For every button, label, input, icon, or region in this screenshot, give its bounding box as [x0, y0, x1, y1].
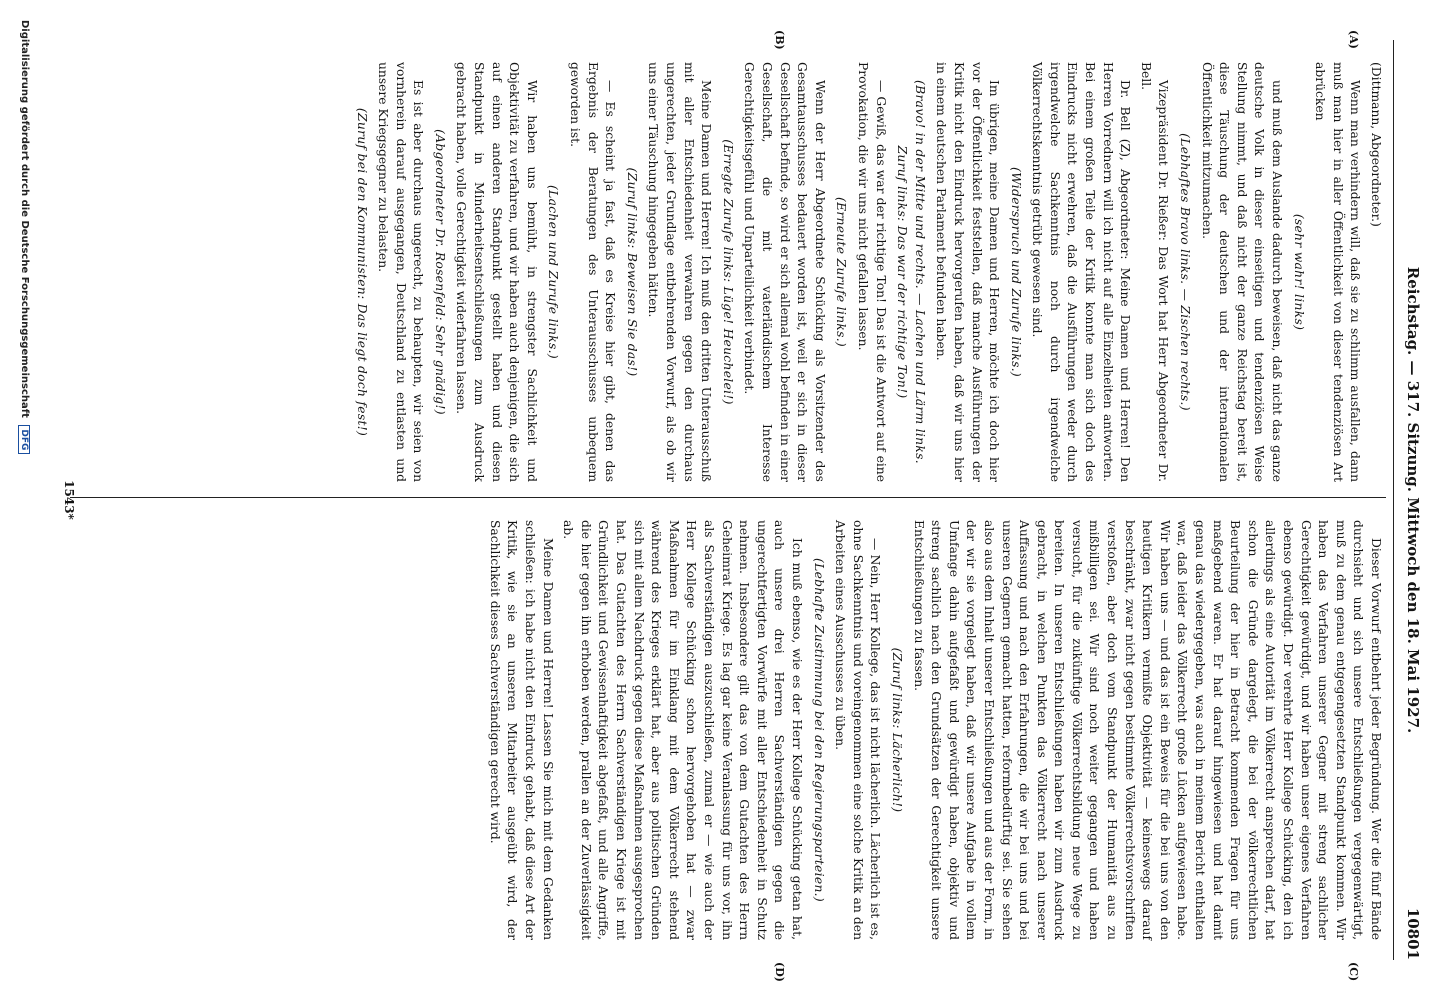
paragraph: Vizepräsident Dr. Rießer: Das Wort hat Herr Abgeordneter Dr. Bell.: [1138, 62, 1171, 482]
paragraph: (Lachen und Zurufe links.): [546, 185, 561, 359]
paragraph: Es ist aber durchaus ungerecht, zu behaupten, wir seien von vornherein darauf ausgegangen, Deutschland zu entlasten und unsere Kriegsgegner zu belasten.: [376, 62, 426, 482]
paragraph: Wir haben uns bemüht, in strengster Sachlichkeit und Objektivität zu verfahren, und wir haben auch denjenigen, die sich auf einen anderen Standpunkt gestellt haben und diesen Standpunkt in Minderheitsentschließungen zum Ausdruck gebracht haben, volle Gerechtigkeit widerfahren lassen.: [454, 62, 539, 482]
header-title: Reichstag. — 317. Sitzung. Mittwoch den 18. Mai 1927.: [1404, 266, 1422, 734]
paragraph: (Zuruf links: Beweisen Sie das!): [624, 167, 639, 377]
paragraph: (Dittmann, Abgeordneter.): [1369, 62, 1383, 227]
page-number: 10801: [1404, 907, 1422, 960]
margin-letter-b: (B): [773, 30, 786, 50]
paragraph: (Zuruf bei den Kommunisten: Das liegt doch fest!): [354, 107, 369, 437]
paragraph: (Zuruf links: Lächerlich!): [889, 647, 904, 813]
digitization-credit: [18, 0, 30, 1000]
paragraph: und muß dem Auslande dadurch beweisen, daß nicht das ganze deutsche Volk in dieser einseitigen und tendenziösen Weise Stellung nimmt, und daß nicht der ganze Reichstag bereit ist, diese Täuschung der deutschen und der internationalen Öffentlichkeit mitzumachen.: [1199, 62, 1285, 482]
digitization-note: Digitalisierung gefördert durch die Deutsche Forschungsgemeinschaft: [19, 20, 30, 418]
paragraph: Im übrigen, meine Damen und Herren, möchte ich doch hier vor der Öffentlichkeit feststellen, daß manche Ausführungen der Kritik nicht den Eindruck hervorgerufen haben, daß wir uns hier in einem deutschen Parlament befunden haben.: [934, 62, 1002, 482]
margin-letter-c: (C): [1347, 962, 1360, 982]
left-column: [348, 62, 1384, 482]
paragraph: Dr. Bell (Z), Abgeordneter: Meine Damen und Herren! Den Herren Vorrednern will ich nicht auf alle Einzelheiten antworten. Bei einem großen Teile der Kritik konnte man sich doch des Eindrucks nicht erwehren, daß die Ausführungen weder durch irgendwelche Sachkenntnis noch durch irgendwelche Völkerrechtskenntnis getrübt gewesen sind.: [1030, 62, 1133, 482]
paragraph: Wenn der Herr Abgeordnete Schücking als Vorsitzender des Gesamtausschusses bedauert worden ist, weil er sich in dieser Gesellschaft befinde, so wird er sich allemal wohl befinden in einer Gesellschaft, die mit vaterländischem Interesse Gerechtigkeitsgefühl und Unparteilichkeit verbindet.: [742, 62, 827, 482]
paragraph: Dieser Vorwurf entbehrt jeder Begründung. Wer die fünf Bände durchsieht und sich unsere Entschließungen vergegenwärtigt, muß zu dem genau entgegengesetzten Standpunkt kommen. Wir haben das Verfahren unserer Gegner mit streng sachlicher Gerechtigkeit gewürdigt, und wir haben unser eigenes Verfahren ebenso gewürdigt. Der verehrte Herr Kollege Schücking, den ich allerdings als eine Autorität im Völkerrecht ansprechen darf, hat schon die Gründe dargelegt, die bei der völkerrechtlichen Beurteilung der hier in Betracht kommenden Fragen für uns maßgebend waren. Er hat darauf hingewiesen und hat damit genau das wiedergegeben, was auch in meinem Bericht enthalten war, daß leider das Völkerrecht große Lücken aufgewiesen habe. Wir haben uns — und das ist ein Beweis für die bei uns von den heutigen Kritikern vermißte Objektivität — keineswegs darauf beschränkt, zwar nicht gegen bestimmte Völkerrechtsvorschriften verstoßen, aber doch vom Standpunkt der Humanität aus zu mißbilligen sei. Wir sind noch weiter gegangen und haben versucht, für die zukünftige Völkerrechtsbildung neue Wege zu bereiten. In unseren Entschließungen haben wir zum Ausdruck gebracht, in welchen Punkten das Völkerrecht nach unserer Auffassung und nach den Erfahrungen, die wir bei uns und bei unseren Gegnern gemacht hatten, reformbedürftig sei. Sie sehen also aus dem Inhalt unserer Entschließungen und aus der Form, in der wir sie vorgelegt haben, daß wir unsere Aufgabe in vollem Umfange dahin aufgefaßt und gewürdigt haben, objektiv und streng sachlich nach den Grundsätzen der Gerechtigkeit unsere Entschließungen zu fassen.: [911, 520, 1383, 940]
margin-letter-d: (D): [773, 962, 786, 982]
paragraph: Meine Damen und Herren! Lassen Sie mich mit dem Gedanken schließen: ich habe nicht den Eindruck gehabt, daß diese Art der Kritik, wie sie an unseren Mitarbeiter ausgeübt wird, der Sachlichkeit dieses Sachverständigen gerecht wird.: [487, 520, 555, 940]
paragraph: (Bravo! in der Mitte und rechts. — Lachen und Lärm links. Zuruf links: Das war der richtige Ton!): [895, 80, 927, 464]
paragraph: Ich muß ebenso, wie es der Herr Kollege Schücking getan hat, auch unsere drei Herren Sachverständigen gegen die ungerechtfertigten Vorwürfe mit aller Entschiedenheit in Schutz nehmen. Insbesondere gilt das von dem Gutachten des Herrn Geheimrat Kriege. Es lag gar keine Veranlassung für uns vor, ihn als Sachverständigen auszuschließen, zumal er — wie auch der Herr Kollege Schücking schon hervorgehoben hat — zwar Maßnahmen für im Einklang mit dem Völkerrecht stehend während des Krieges erklärt hat, aber aus politischen Gründen sich mit allem Nachdruck gegen diese Maßnahmen ausgesprochen hat. Das Gutachten des Herrn Sachverständigen Kriege ist mit Gründlichkeit und Gewissenhaftigkeit abgefaßt, und alle Angriffe, die hier gegen ihn erhoben werden, prallen an der Zuverlässigkeit ab.: [561, 520, 804, 940]
header-rule: [1393, 40, 1394, 960]
paragraph: (Widerspruch und Zurufe links.): [1008, 166, 1023, 378]
column-divider: [70, 497, 1386, 498]
paragraph: — Nein, Herr Kollege, das ist nicht lächerlich. Lächerlich ist es, ohne Sachkenntnis und voreingenommen eine solche Kritik an den Arbeiten eines Ausschusses zu üben.: [833, 520, 883, 940]
paragraph: (Erneute Zurufe links.): [834, 196, 849, 348]
margin-letter-a: (A): [1347, 30, 1360, 49]
paragraph: Meine Damen und Herren! Ich muß den dritten Unterausschuß mit aller Entschiedenheit verwahren gegen den durchaus ungerechten, jeder Grundlage entbehrenden Vorwurf, als ob wir uns einer Täuschung hingegeben hätten.: [646, 62, 714, 482]
paragraph: (Lebhaftes Bravo links. — Zischen rechts.): [1178, 133, 1193, 411]
page-header: [1396, 40, 1422, 960]
signature-mark: 1543*: [62, 480, 76, 520]
paragraph: (Abgeordneter Dr. Rosenfeld: Sehr gnädig!): [432, 129, 447, 415]
paragraph: (Erregte Zurufe links: Lüge! Heuchelei!): [720, 139, 735, 405]
paragraph: — Es scheint ja fast, daß es Kreise hier gibt, denen das Ergebnis der Beratungen des Unterausschusses unbequem geworden ist.: [568, 62, 618, 482]
paragraph: (Lebhafte Zustimmung bei den Regierungsparteien.): [811, 558, 826, 902]
paragraph: Wenn man verhindern will, daß sie zu schlimm ausfallen, dann muß man hier in aller Öffentlichkeit von dieser tendenziösen Art abrücken: [1313, 62, 1363, 482]
dfg-logo: DFG: [18, 425, 30, 454]
paragraph: (sehr wahr! links): [1291, 213, 1306, 331]
right-column: [482, 520, 1384, 940]
paragraph: — Gewiß, das war der richtige Ton! Das ist die Antwort auf eine Provokation, die wir uns nicht gefallen lassen.: [855, 62, 888, 482]
